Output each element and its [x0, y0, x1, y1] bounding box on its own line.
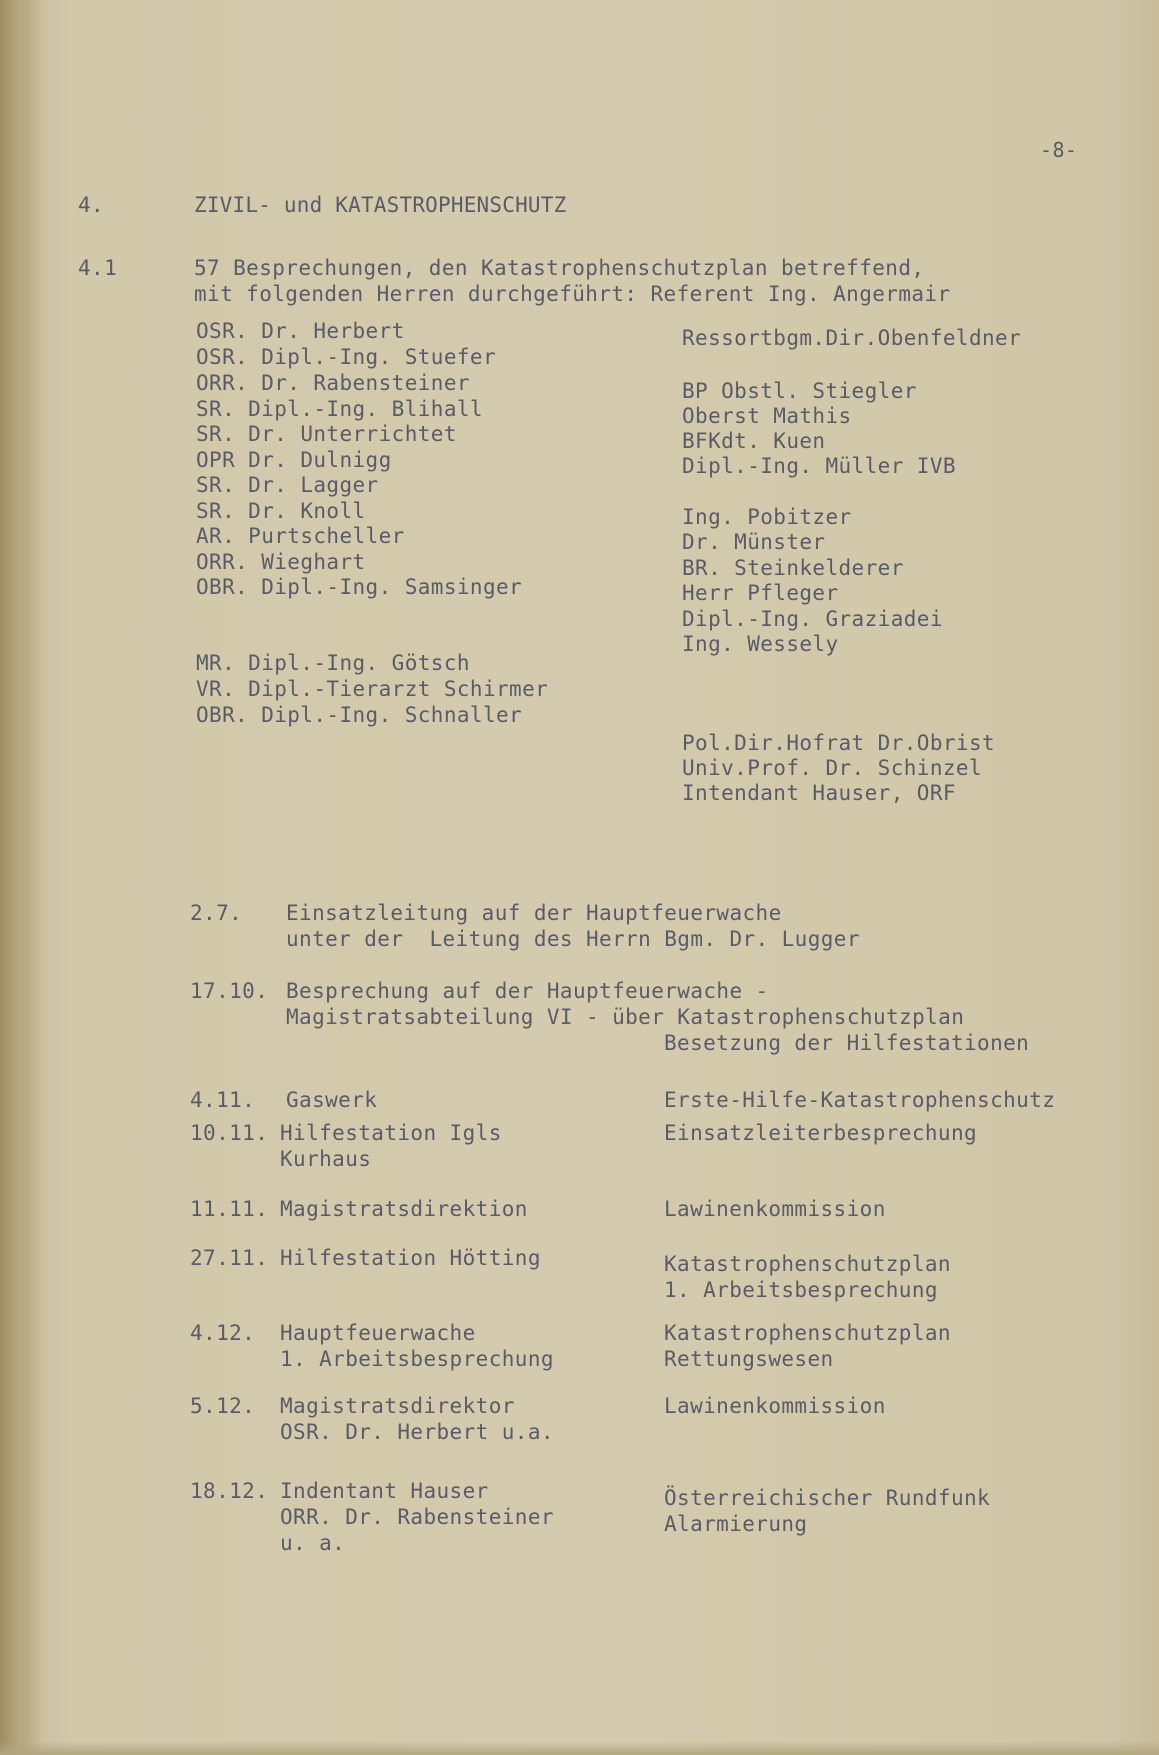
name-right: Dipl.-Ing. Graziadei — [682, 607, 943, 631]
name-right: Herr Pfleger — [682, 581, 839, 605]
meeting-place: ORR. Dr. Rabensteiner — [280, 1505, 554, 1529]
meeting-date: 18.12. — [190, 1479, 269, 1503]
name-right: BR. Steinkelderer — [682, 556, 904, 580]
meeting-place: Hilfestation Igls — [280, 1121, 502, 1145]
meeting-topic: Rettungswesen — [664, 1347, 834, 1371]
meeting-date: 5.12. — [190, 1394, 256, 1418]
meeting-text: Besprechung auf der Hauptfeuerwache - — [286, 979, 769, 1003]
meeting-place: 1. Arbeitsbesprechung — [280, 1347, 554, 1371]
name-right: Ing. Wessely — [682, 632, 839, 656]
name-left: OBR. Dipl.-Ing. Schnaller — [196, 703, 523, 727]
name-left: SR. Dipl.-Ing. Blihall — [196, 397, 483, 421]
section-number: 4. — [78, 193, 104, 217]
name-right: Univ.Prof. Dr. Schinzel — [682, 756, 982, 780]
meeting-text: Einsatzleitung auf der Hauptfeuerwache — [286, 901, 782, 925]
meeting-topic: Katastrophenschutzplan — [664, 1252, 951, 1276]
meeting-date: 17.10. — [190, 979, 269, 1003]
meeting-topic: 1. Arbeitsbesprechung — [664, 1278, 938, 1302]
name-left: AR. Purtscheller — [196, 524, 405, 548]
subsection-intro-line1: 57 Besprechungen, den Katastrophenschutzplan betreffend, — [194, 256, 925, 280]
meeting-place: Gaswerk — [286, 1088, 378, 1112]
name-right: Intendant Hauser, ORF — [682, 781, 956, 805]
name-left: SR. Dr. Unterrichtet — [196, 422, 457, 446]
page-bottom-edge — [0, 1741, 1159, 1755]
meeting-text: Besetzung der Hilfestationen — [664, 1031, 1030, 1055]
meeting-text: Magistratsabteilung VI - über Katastrophenschutzplan — [286, 1005, 965, 1029]
meeting-date: 11.11. — [190, 1197, 269, 1221]
meeting-date: 2.7. — [190, 901, 243, 925]
meeting-date: 4.11. — [190, 1088, 256, 1112]
meeting-place: Indentant Hauser — [280, 1479, 489, 1503]
subsection-intro-line2: mit folgenden Herren durchgeführt: Referent Ing. Angermair — [194, 282, 951, 306]
meeting-topic: Lawinenkommission — [664, 1394, 886, 1418]
name-right: Ressortbgm.Dir.Obenfeldner — [682, 326, 1022, 350]
meeting-topic: Alarmierung — [664, 1512, 808, 1536]
meeting-place: Hauptfeuerwache — [280, 1321, 476, 1345]
meeting-place: u. a. — [280, 1531, 346, 1555]
meeting-text: unter der Leitung des Herrn Bgm. Dr. Lugger — [286, 927, 860, 951]
section-title: ZIVIL- und KATASTROPHENSCHUTZ — [194, 193, 567, 217]
name-left: OPR Dr. Dulnigg — [196, 448, 392, 472]
meeting-topic: Lawinenkommission — [664, 1197, 886, 1221]
meeting-topic: Katastrophenschutzplan — [664, 1321, 951, 1345]
name-right: BFKdt. Kuen — [682, 429, 826, 453]
subsection-number: 4.1 — [78, 256, 118, 280]
meeting-date: 4.12. — [190, 1321, 256, 1345]
meeting-topic: Erste-Hilfe-Katastrophenschutz — [664, 1088, 1056, 1112]
name-left: ORR. Wieghart — [196, 550, 366, 574]
binding-shadow — [0, 0, 42, 1755]
meeting-place: Magistratsdirektion — [280, 1197, 528, 1221]
meeting-place: Kurhaus — [280, 1147, 372, 1171]
meeting-place: OSR. Dr. Herbert u.a. — [280, 1420, 554, 1444]
meeting-date: 10.11. — [190, 1121, 269, 1145]
meeting-topic: Einsatzleiterbesprechung — [664, 1121, 978, 1145]
page-number: -8- — [1040, 138, 1078, 162]
meeting-topic: Österreichischer Rundfunk — [664, 1486, 991, 1510]
name-left: SR. Dr. Lagger — [196, 473, 379, 497]
name-left: OSR. Dr. Herbert — [196, 319, 405, 343]
name-right: Oberst Mathis — [682, 404, 852, 428]
name-right: Dipl.-Ing. Müller IVB — [682, 454, 956, 478]
name-right: BP Obstl. Stiegler — [682, 379, 917, 403]
name-left: SR. Dr. Knoll — [196, 499, 366, 523]
name-right: Dr. Münster — [682, 530, 826, 554]
meeting-place: Magistratsdirektor — [280, 1394, 515, 1418]
meeting-place: Hilfestation Hötting — [280, 1246, 541, 1270]
name-left: OSR. Dipl.-Ing. Stuefer — [196, 345, 496, 369]
name-left: ORR. Dr. Rabensteiner — [196, 371, 470, 395]
name-right: Ing. Pobitzer — [682, 505, 852, 529]
name-left: OBR. Dipl.-Ing. Samsinger — [196, 575, 523, 599]
meeting-date: 27.11. — [190, 1246, 269, 1270]
name-left: VR. Dipl.-Tierarzt Schirmer — [196, 677, 549, 701]
name-left: MR. Dipl.-Ing. Götsch — [196, 651, 470, 675]
name-right: Pol.Dir.Hofrat Dr.Obrist — [682, 731, 996, 755]
